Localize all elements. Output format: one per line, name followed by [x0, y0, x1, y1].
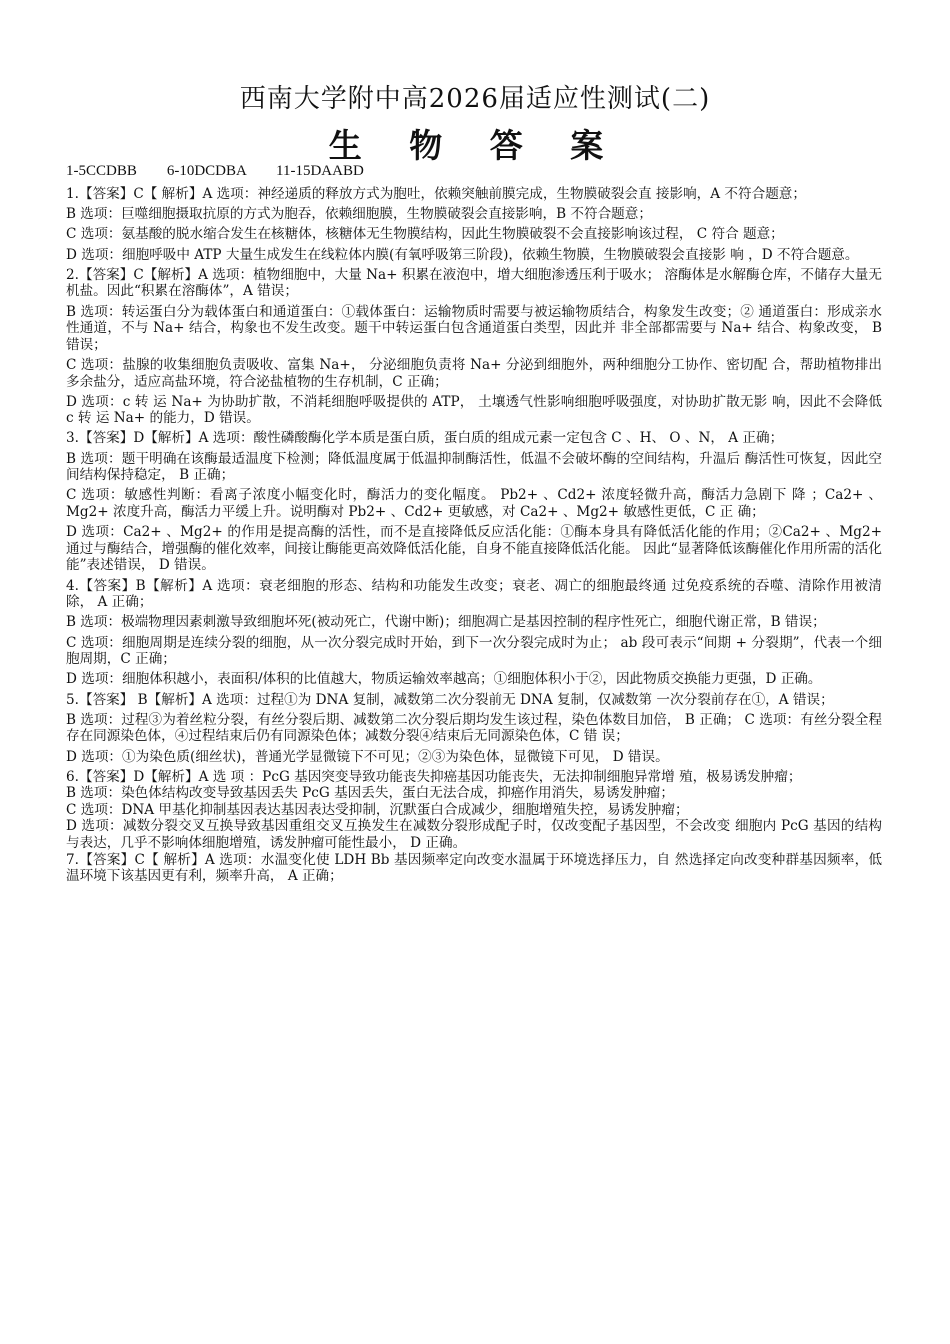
paragraph: C 选项：氨基酸的脱水缩合发生在核糖体，核糖体无生物膜结构，因此生物膜破裂不会直接影响该过程， C 符合 题意；	[66, 226, 784, 243]
paragraph: 6.【答案】D【解析】A 选 项 ：PcG 基因突变导致功能丧失抑癌基因功能丧失，无法抑制细胞异常增 殖，极易诱发肿瘤；	[66, 768, 802, 785]
paragraph: 3.【答案】D【解析】A 选项：酸性磷酸酶化学本质是蛋白质，蛋白质的组成元素一定包含 C 、H、 O 、N， A 正确；	[66, 430, 784, 447]
explanation-body	[66, 186, 882, 885]
paragraph: 2.【答案】C【解析】A 选项：植物细胞中，大量 Na+ 积累在液泡中，增大细胞渗透压利于吸水； 溶酶体是水解酶仓库，不储存大量无机盐。因此“积累在溶酶体”，A 错误；	[66, 266, 882, 300]
paragraph: D 选项：细胞体积越小，表面积/体积的比值越大，物质运输效率越高；①细胞体积小于②，因此物质交换能力更强，D 正确。	[66, 671, 822, 688]
paragraph: D 选项：细胞呼吸中 ATP 大量生成发生在线粒体内膜(有氧呼吸第三阶段)，依赖生物膜，生物膜破裂会直接影 响 ，D 不符合题意。	[66, 246, 859, 263]
paragraph: D 选项：Ca2+ 、Mg2+ 的作用是提高酶的活性，而不是直接降低反应活化能：①酶本身具有降低活化能的作用；②Ca2+ 、Mg2+ 通过与酶结合，增强酶的催化效率，间接让酶能更高效降低活化能，自身不能直接降低活化能。 因此“显著降低该酶催化作用所需的活化能”表述错误， D 错误。	[66, 524, 882, 574]
paragraph: B 选项：转运蛋白分为载体蛋白和通道蛋白：①载体蛋白：运输物质时需要与被运输物质结合，构象发生改变；② 通道蛋白：形成亲水性通道，不与 Na+ 结合，构象也不发生改变。题干中转运蛋白包含通道蛋白类型，因此并 非全部都需要与 Na+ 结合、构象改变， B 错误；	[66, 303, 882, 353]
paragraph: B 选项：染色体结构改变导致基因丢失 PcG 基因丢失，蛋白无法合成，抑癌作用消失，易诱发肿瘤；	[66, 785, 674, 802]
paragraph: C 选项：盐腺的收集细胞负责吸收、富集 Na+， 分泌细胞负责将 Na+ 分泌到细胞外，两种细胞分工协作、密切配 合，帮助植物排出多余盐分，适应高盐环境，符合泌盐植物的生存机制，C 正确；	[66, 356, 882, 390]
paragraph: 5.【答案】 B【解析】A 选项：过程①为 DNA 复制，减数第二次分裂前无 DNA 复制，仅减数第 一次分裂前存在①，A 错误；	[66, 691, 834, 708]
paragraph: 4.【答案】B【解析】A 选项：衰老细胞的形态、结构和功能发生改变；衰老、凋亡的细胞最终通 过免疫系统的吞噬、清除作用被清除， A 正确；	[66, 577, 882, 611]
paragraph: C 选项：敏感性判断：看离子浓度小幅变化时，酶活力的变化幅度。 Pb2+ 、Cd2+ 浓度轻微升高，酶活力急剧下 降 ；Ca2+ 、Mg2+ 浓度升高，酶活力平缓上升。说明酶对 Pb2+ 、Cd2+ 更敏感，对 Ca2+ 、Mg2+ 敏感性更低，C 正 确；	[66, 487, 882, 521]
paragraph: B 选项：极端物理因素刺激导致细胞坏死(被动死亡，代谢中断)；细胞凋亡是基因控制的程序性死亡，细胞代谢正常，B 错误；	[66, 614, 826, 631]
answer-key: 1-5CCDBB 6-10DCDBA 11-15DAABD	[66, 163, 364, 179]
paragraph: C 选项：细胞周期是连续分裂的细胞，从一次分裂完成时开始，到下一次分裂完成时为止； ab 段可表示“间期 + 分裂期”，代表一个细胞周期，C 正确；	[66, 634, 882, 668]
paragraph: B 选项：题干明确在该酶最适温度下检测；降低温度属于低温抑制酶活性，低温不会破坏酶的空间结构，升温后 酶活性可恢复，因此空间结构保持稳定， B 正确；	[66, 450, 882, 484]
paragraph: B 选项：过程③为着丝粒分裂，有丝分裂后期、减数第二次分裂后期均发生该过程，染色体数目加倍， B 正确； C 选项：有丝分裂全程存在同源染色体，④过程结束后仍有同源染色体；减数分裂④结束后无同源染色体，C 错 误；	[66, 711, 882, 745]
paragraph: C 选项：DNA 甲基化抑制基因表达基因表达受抑制，沉默蛋白合成减少，细胞增殖失控，易诱发肿瘤；	[66, 801, 689, 818]
document-title: 西南大学附中高2026届适应性测试(二)	[239, 84, 711, 114]
paragraph: D 选项：①为染色质(细丝状)，普通光学显微镜下不可见；②③为染色体，显微镜下可见， D 错误。	[66, 748, 669, 765]
paragraph: B 选项：巨噬细胞摄取抗原的方式为胞吞，依赖细胞膜，生物膜破裂会直接影响，B 不符合题意；	[66, 206, 652, 223]
paragraph: 1.【答案】C【 解析】A 选项：神经递质的释放方式为胞吐，依赖突触前膜完成，生物膜破裂会直 接影响，A 不符合题意；	[66, 186, 806, 202]
paragraph: D 选项：c 转 运 Na+ 为协助扩散，不消耗细胞呼吸提供的 ATP， 土壤透气性影响细胞呼吸强度，对协助扩散无影 响，因此不会降低 c 转 运 Na+ 的能力，D 错误。	[66, 393, 882, 427]
document-subtitle: 生 物 答 案	[328, 126, 622, 165]
paragraph: 7.【答案】C【 解析】A 选项：水温变化使 LDH Bb 基因频率定向改变水温属于环境选择压力，自 然选择定向改变种群基因频率，低温环境下该基因更有利，频率升高， A 正确；	[66, 851, 882, 885]
paragraph: D 选项：减数分裂交叉互换导致基因重组交叉互换发生在减数分裂形成配子时，仅改变配子基因型，不会改变 细胞内 PcG 基因的结构与表达，几乎不影响体细胞增殖，诱发肿瘤可能性最小， D 正确。	[66, 818, 882, 852]
